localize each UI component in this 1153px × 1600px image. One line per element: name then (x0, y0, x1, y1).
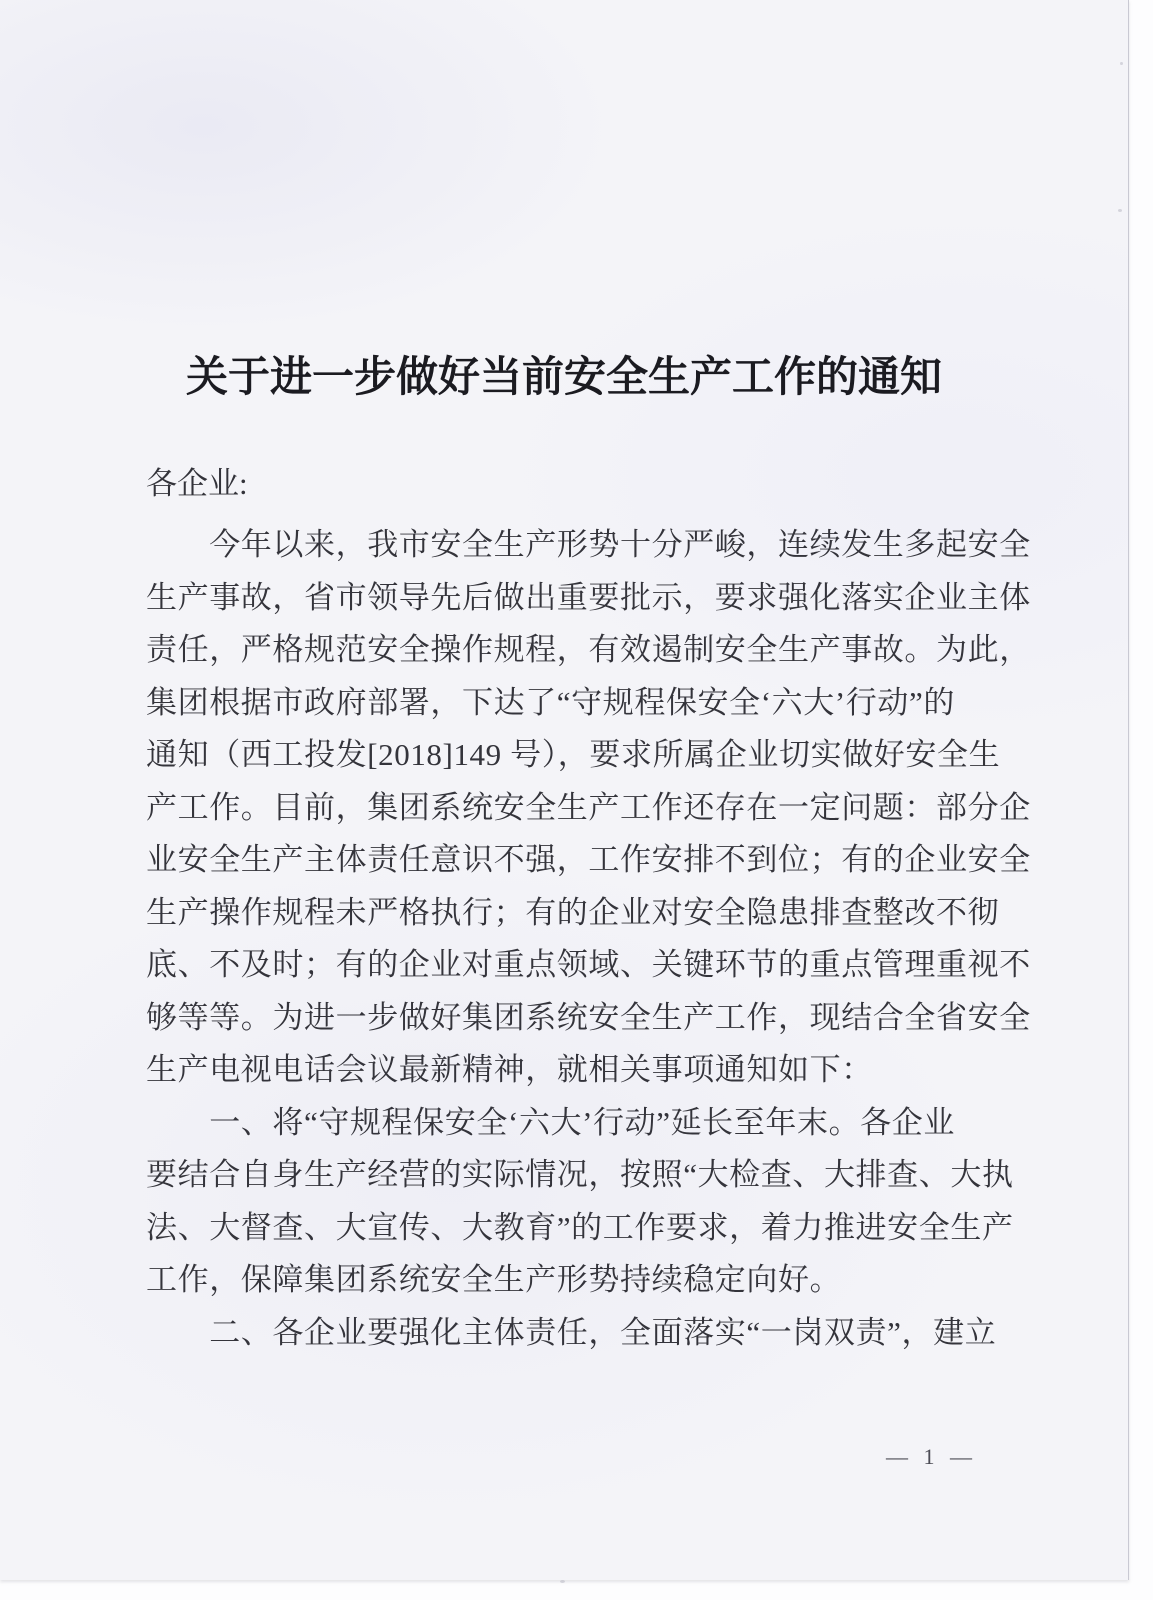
scan-speck (560, 1580, 565, 1583)
document-body (146, 519, 1031, 1359)
body-line: 通知（西工投发[2018]149 号），要求所属企业切实做好安全生 (146, 737, 1001, 772)
body-line: 一、将“守规程保安全‘六大’行动”延长至年末。各企业 (146, 1104, 955, 1140)
body-line: 业安全生产主体责任意识不强，工作安排不到位；有的企业安全 (146, 842, 1031, 877)
body-line: 责任，严格规范安全操作规程，有效遏制安全生产事故。为此， (146, 632, 1031, 667)
scan-speck (1120, 62, 1123, 65)
salutation: 各企业: (146, 466, 248, 501)
body-line: 够等等。为进一步做好集团系统安全生产工作，现结合全省安全 (146, 999, 1031, 1035)
body-line: 工作，保障集团系统安全生产形势持续稳定向好。 (146, 1262, 842, 1297)
document-title: 关于进一步做好当前安全生产工作的通知 (185, 355, 942, 401)
body-line: 二、各企业要强化主体责任，全面落实“一岗双责”，建立 (146, 1314, 997, 1350)
body-line: 底、不及时；有的企业对重点领域、关键环节的重点管理重视不 (146, 947, 1031, 982)
scan-speck (1118, 209, 1122, 212)
page-number: — 1 — (886, 1444, 977, 1469)
body-line: 生产事故，省市领导先后做出重要批示，要求强化落实企业主体 (146, 579, 1031, 615)
body-line: 集团根据市政府部署，下达了“守规程保安全‘六大’行动”的 (146, 684, 955, 720)
body-line: 今年以来，我市安全生产形势十分严峻，连续发生多起安全 (146, 527, 1031, 562)
body-line: 法、大督查、大宣传、大教育”的工作要求，着力推进安全生产 (146, 1209, 1014, 1245)
body-line: 要结合自身生产经营的实际情况，按照“大检查、大排查、大执 (146, 1157, 1014, 1192)
body-line: 产工作。目前，集团系统安全生产工作还存在一定问题：部分企 (146, 789, 1031, 825)
body-line: 生产操作规程未严格执行；有的企业对安全隐患排查整改不彻 (146, 894, 1000, 930)
body-line: 生产电视电话会议最新精神，就相关事项通知如下： (146, 1052, 873, 1087)
